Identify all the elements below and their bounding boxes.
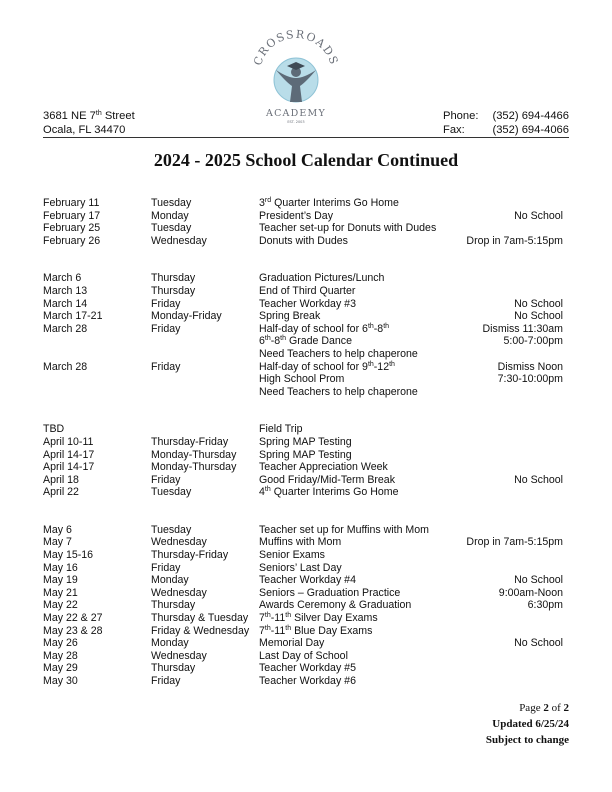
event-note: No School [514, 637, 563, 650]
event-name: Spring MAP Testing [259, 435, 352, 448]
fax-line: Fax: (352) 694-4066 [443, 124, 569, 136]
event-note: No School [514, 209, 563, 222]
event-date: April 10-11 [43, 435, 94, 448]
calendar-row [43, 486, 563, 499]
svg-text:EST. 2003: EST. 2003 [287, 120, 305, 124]
crossroads-academy-logo [246, 22, 346, 126]
address-line-2: Ocala, FL 34470 [43, 124, 126, 136]
event-name: President’s Day [259, 209, 333, 222]
event-day: Monday [151, 209, 189, 222]
event-date [43, 348, 151, 361]
calendar-row [43, 197, 563, 210]
event-date: May 7 [43, 536, 72, 549]
calendar-row [43, 373, 563, 386]
updated-date: Updated 6/25/24 [492, 718, 569, 730]
event-name: Spring Break [259, 310, 321, 323]
calendar-row [43, 235, 563, 248]
calendar-row [43, 335, 563, 348]
calendar-section [43, 423, 563, 499]
event-day: Monday-Thursday [151, 448, 237, 461]
event-date: May 19 [43, 574, 78, 587]
event-day: Thursday [151, 284, 196, 297]
event-name: Teacher Workday #4 [259, 574, 356, 587]
event-date: March 6 [43, 272, 82, 285]
svg-text:ACADEMY: ACADEMY [266, 108, 326, 119]
event-note: 5:00-7:00pm [503, 335, 563, 348]
event-name: Last Day of School [259, 649, 348, 662]
calendar-row [43, 361, 563, 374]
event-date: April 22 [43, 486, 79, 499]
event-name: Half-day of school for 9th-12th [259, 360, 395, 373]
event-name: 7th-11th Blue Day Exams [259, 624, 373, 637]
event-name: Teacher Workday #3 [259, 297, 356, 310]
calendar-section [43, 524, 563, 688]
calendar-row [43, 574, 563, 587]
event-name: Teacher Workday #5 [259, 662, 356, 675]
event-day [151, 386, 259, 399]
event-note [459, 612, 563, 625]
event-name: Senior Exams [259, 549, 325, 562]
event-name: Teacher Workday #6 [259, 675, 356, 687]
event-date: February 17 [43, 209, 101, 222]
event-date: March 14 [43, 297, 88, 310]
school-contact [443, 109, 569, 137]
event-name: Teacher Appreciation Week [259, 461, 388, 474]
event-note: 7:30-10:00pm [497, 373, 563, 386]
calendar-section [43, 197, 563, 247]
event-name: Need Teachers to help chaperone [259, 347, 418, 360]
event-day [151, 335, 259, 348]
calendar-row [43, 461, 563, 474]
event-day [151, 348, 259, 361]
event-note: No School [514, 310, 563, 323]
event-date: May 15-16 [43, 549, 94, 562]
event-note: Dismiss Noon [497, 360, 563, 373]
event-note [459, 625, 563, 638]
event-name: 7th-11th Silver Day Exams [259, 612, 378, 625]
calendar-row [43, 210, 563, 223]
event-date: May 22 & 27 [43, 612, 103, 625]
event-note [459, 285, 563, 298]
calendar-row [43, 662, 563, 675]
event-day: Friday [151, 297, 181, 310]
calendar-row [43, 562, 563, 575]
event-note [459, 562, 563, 575]
event-name: Field Trip [259, 423, 303, 436]
event-name: Half-day of school for 6th-8th [259, 322, 390, 335]
event-note: 9:00am-Noon [498, 586, 563, 599]
event-day: Friday [151, 473, 181, 486]
address-line-1: 3681 NE 7th Street [43, 110, 135, 122]
event-name: Teacher set-up for Donuts with Dudes [259, 222, 437, 235]
event-note: 6:30pm [527, 599, 563, 612]
event-day [151, 423, 259, 436]
event-day: Friday [151, 675, 181, 687]
event-day: Friday [151, 322, 181, 335]
event-date: May 22 [43, 599, 78, 612]
event-note: Dismiss 11:30am [482, 322, 563, 335]
event-day: Wednesday [151, 586, 207, 599]
event-note [459, 524, 563, 537]
event-note [459, 197, 563, 210]
header-divider [43, 137, 569, 138]
event-name: High School Prom [259, 373, 345, 386]
event-day: Friday [151, 360, 181, 373]
event-note [459, 461, 563, 474]
event-date: March 17-21 [43, 310, 103, 323]
svg-text:CROSSROADS: CROSSROADS [251, 27, 341, 68]
event-date: May 6 [43, 523, 72, 536]
event-day: Friday & Wednesday [151, 624, 250, 637]
event-date: May 26 [43, 637, 78, 650]
event-name: End of Third Quarter [259, 284, 356, 297]
calendar-row [43, 386, 563, 399]
event-date [43, 335, 151, 348]
event-date: May 21 [43, 586, 78, 599]
event-day: Thursday [151, 599, 196, 612]
subject-to-change-note: Subject to change [485, 734, 569, 746]
event-note [459, 423, 563, 436]
event-note [459, 436, 563, 449]
event-date: May 28 [43, 649, 78, 662]
event-name: Need Teachers to help chaperone [259, 385, 418, 398]
event-day: Tuesday [151, 523, 192, 536]
event-note [459, 662, 563, 675]
calendar-row [43, 310, 563, 323]
event-day: Monday [151, 574, 189, 587]
event-date: February 26 [43, 234, 101, 247]
calendar-row [43, 423, 563, 436]
calendar-row [43, 323, 563, 336]
event-name: Teacher set up for Muffins with Mom [259, 523, 429, 536]
phone-line: Phone: (352) 694-4466 [443, 110, 569, 122]
calendar-table [43, 197, 563, 713]
calendar-row [43, 298, 563, 311]
calendar-section [43, 272, 563, 398]
event-note: Drop in 7am-5:15pm [466, 536, 563, 549]
event-day: Tuesday [151, 486, 192, 499]
event-day: Monday-Thursday [151, 461, 237, 474]
calendar-row [43, 285, 563, 298]
event-name: Memorial Day [259, 637, 325, 650]
event-day: Wednesday [151, 234, 207, 247]
event-date: April 14-17 [43, 461, 95, 474]
event-date: March 13 [43, 284, 88, 297]
event-name: Seniors’ Last Day [259, 561, 342, 574]
event-day [151, 373, 259, 386]
event-note: No School [514, 574, 563, 587]
event-date: April 14-17 [43, 448, 95, 461]
event-date [43, 373, 151, 386]
event-note [459, 486, 563, 499]
page-number: Page 2 of 2 [519, 702, 569, 714]
calendar-row [43, 449, 563, 462]
calendar-row [43, 650, 563, 663]
event-note [459, 272, 563, 285]
school-address [43, 109, 135, 137]
event-name: 3rd Quarter Interims Go Home [259, 197, 399, 209]
event-name: Awards Ceremony & Graduation [259, 599, 412, 612]
event-name: Muffins with Mom [259, 536, 342, 549]
calendar-row [43, 348, 563, 361]
event-day: Thursday & Tuesday [151, 612, 249, 625]
event-day: Thursday-Friday [151, 435, 229, 448]
calendar-row [43, 612, 563, 625]
event-day: Wednesday [151, 649, 207, 662]
event-name: 4th Quarter Interims Go Home [259, 486, 399, 499]
event-name: Graduation Pictures/Lunch [259, 272, 385, 285]
event-day: Thursday [151, 272, 196, 285]
calendar-row [43, 599, 563, 612]
event-day: Monday-Friday [151, 310, 222, 323]
event-day: Thursday [151, 662, 196, 675]
event-date: May 29 [43, 662, 78, 675]
event-note [459, 348, 563, 361]
page-footer [486, 700, 569, 748]
calendar-row [43, 587, 563, 600]
event-date [43, 386, 151, 399]
event-name: Seniors – Graduation Practice [259, 586, 401, 599]
event-day: Friday [151, 561, 181, 574]
calendar-row [43, 222, 563, 235]
event-note [459, 675, 563, 688]
calendar-row [43, 625, 563, 638]
event-name: Good Friday/Mid-Term Break [259, 473, 395, 486]
event-date: February 25 [43, 222, 101, 235]
calendar-row [43, 272, 563, 285]
page-title: 2024 - 2025 School Calendar Continued [153, 150, 459, 170]
event-day: Monday [151, 637, 189, 650]
event-note [459, 222, 563, 235]
calendar-row [43, 549, 563, 562]
calendar-row [43, 675, 563, 688]
event-name: Donuts with Dudes [259, 234, 348, 247]
event-note: Drop in 7am-5:15pm [466, 234, 563, 247]
calendar-row [43, 536, 563, 549]
event-date: March 28 [43, 360, 88, 373]
calendar-row [43, 474, 563, 487]
calendar-row [43, 524, 563, 537]
event-date: April 18 [43, 473, 79, 486]
event-note: No School [514, 473, 563, 486]
event-date: TBD [43, 423, 65, 436]
event-name: 6th-8th Grade Dance [259, 335, 352, 348]
event-name: Spring MAP Testing [259, 448, 352, 461]
event-note [459, 549, 563, 562]
calendar-row [43, 637, 563, 650]
event-note [459, 386, 563, 399]
event-day: Thursday-Friday [151, 549, 229, 562]
event-date: May 30 [43, 675, 78, 687]
event-note [459, 650, 563, 663]
event-day: Tuesday [151, 222, 192, 235]
event-note: No School [514, 297, 563, 310]
event-note [459, 449, 563, 462]
event-date: May 23 & 28 [43, 624, 103, 637]
event-day: Wednesday [151, 536, 207, 549]
calendar-row [43, 436, 563, 449]
event-date: February 11 [43, 197, 100, 209]
event-date: March 28 [43, 322, 88, 335]
event-day: Tuesday [151, 197, 192, 209]
event-date: May 16 [43, 561, 78, 574]
